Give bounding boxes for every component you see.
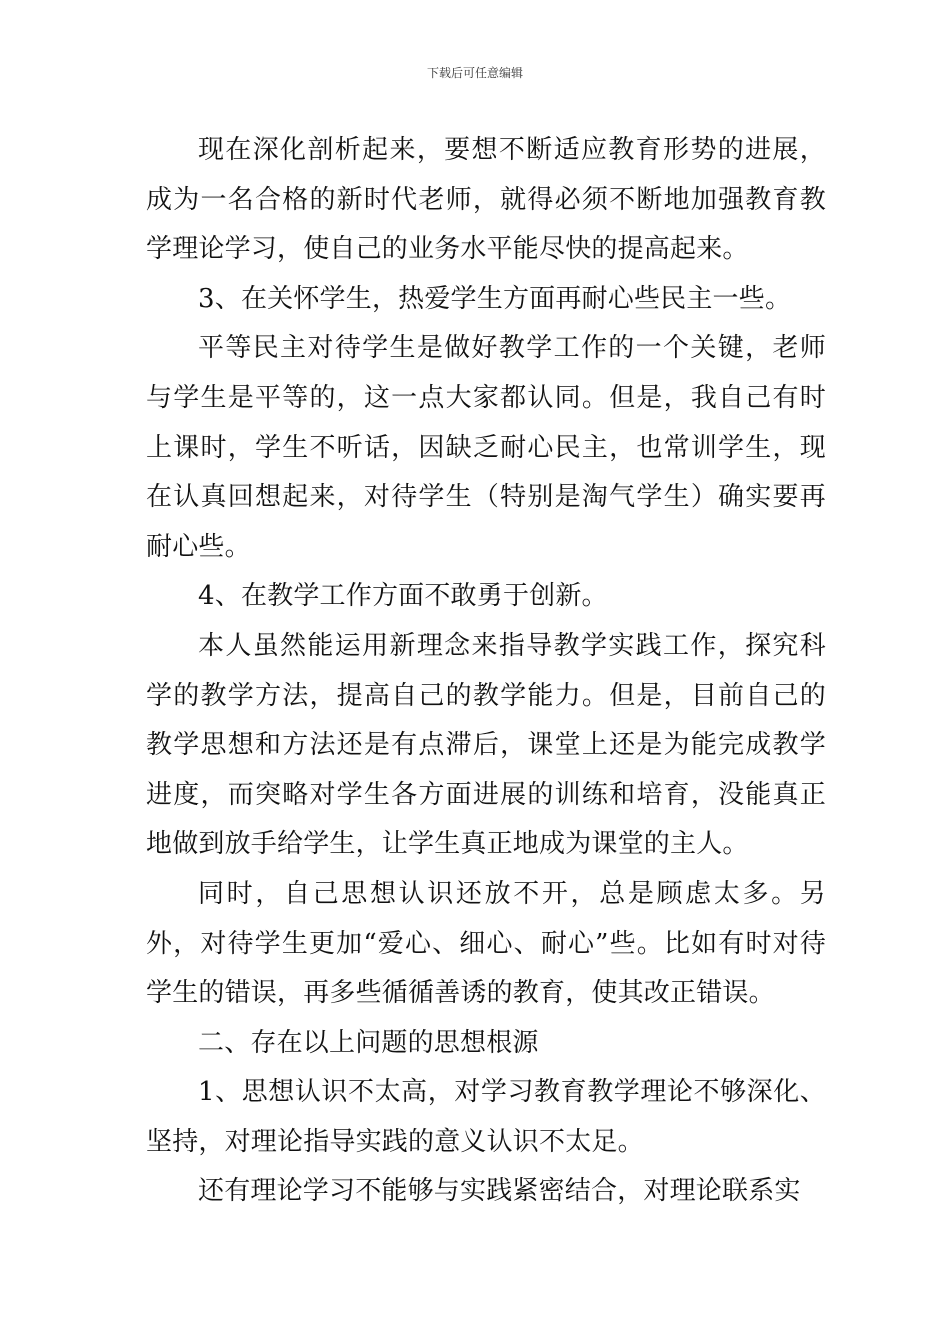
paragraph: 二、存在以上问题的思想根源 xyxy=(198,1027,539,1058)
paragraph: 1、思想认识不太高，对学习教育教学理论不够深化、坚持，对理论指导实践的意义认识不太足。 xyxy=(146,1077,826,1157)
document-body xyxy=(146,126,826,1217)
paragraph: 3、在关怀学生，热爱学生方面再耐心些民主一些。 xyxy=(198,283,792,314)
paragraph: 现在深化剖析起来，要想不断适应教育形势的进展，成为一名合格的新时代老师，就得必须不断地加强教育教学理论学习，使自己的业务水平能尽快的提高起来。 xyxy=(146,135,826,265)
page-header: 下载后可任意编辑 xyxy=(426,66,523,80)
paragraph: 平等民主对待学生是做好教学工作的一个关键，老师与学生是平等的，这一点大家都认同。但是，我自己有时上课时，学生不听话，因缺乏耐心民主，也常训学生，现在认真回想起来，对待学生（特别是淘气学生）确实要再耐心些。 xyxy=(146,333,826,562)
paragraph: 同时，自己思想认识还放不开，总是顾虑太多。另外，对待学生更加“爱心、细心、耐心”些。比如有时对待学生的错误，再多些循循善诱的教育，使其改正错误。 xyxy=(146,878,826,1009)
paragraph: 本人虽然能运用新理念来指导教学实践工作，探究科学的教学方法，提高自己的教学能力。但是，目前自己的教学思想和方法还是有点滞后，课堂上还是为能完成教学进度，而突略对学生各方面进展的训练和培育，没能真正地做到放手给学生，让学生真正地成为课堂的主人。 xyxy=(146,630,826,860)
paragraph: 4、在教学工作方面不敢勇于创新。 xyxy=(198,581,608,612)
paragraph: 还有理论学习不能够与实践紧密结合，对理论联系实 xyxy=(198,1176,801,1207)
